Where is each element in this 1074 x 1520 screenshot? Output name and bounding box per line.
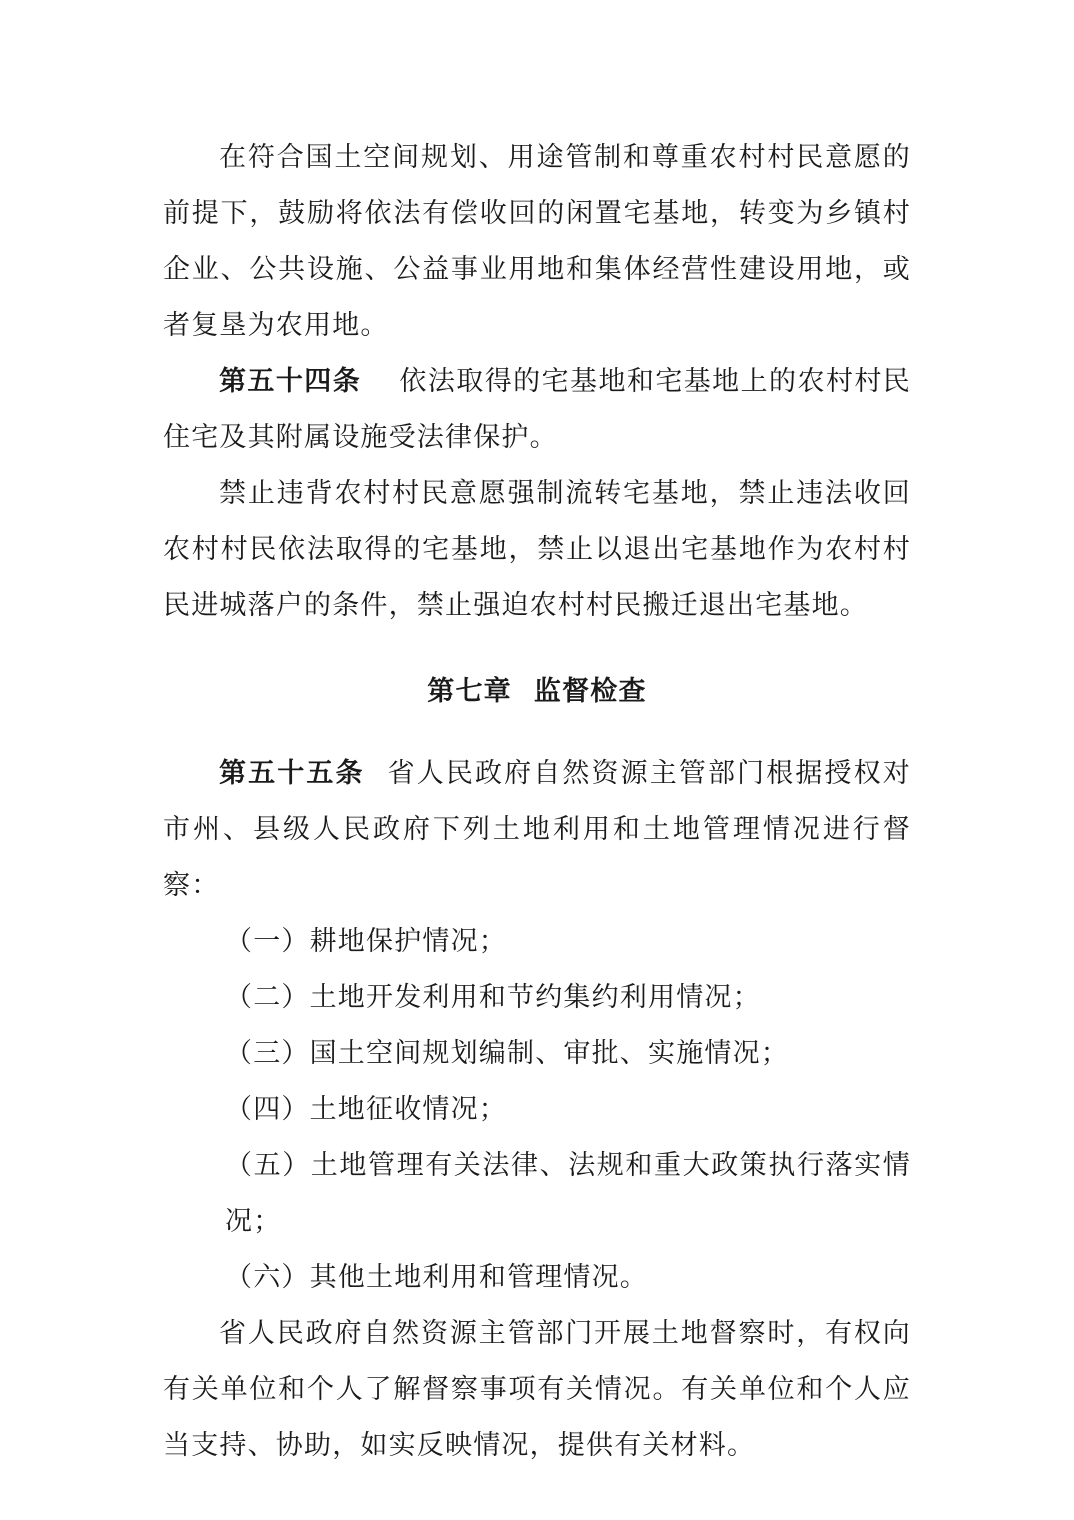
article-55-text: 省人民政府自然资源主管部门根据授权对市州、县级人民政府下列土地利用和土地管理情况进行督察： — [163, 758, 911, 901]
article-54-block — [163, 354, 911, 634]
list-item: （一）耕地保护情况； — [225, 926, 507, 957]
chapter-number: 第七章 — [427, 676, 512, 707]
chapter-heading — [0, 664, 1074, 720]
list-item: （二）土地开发利用和节约集约利用情况； — [225, 982, 761, 1013]
article-54-heading: 第五十四条 — [219, 366, 362, 397]
paragraph-idle-homestead: 在符合国土空间规划、用途管制和尊重农村村民意愿的前提下，鼓励将依法有偿收回的闲置宅基地，转变为乡镇村企业、公共设施、公益事业用地和集体经营性建设用地，或者复垦为农用地。 — [163, 142, 911, 341]
list-item: （六）其他土地利用和管理情况。 — [225, 1262, 648, 1293]
list-item: （五）土地管理有关法律、法规和重大政策执行落实情况； — [225, 1150, 911, 1237]
list-item: （三）国土空间规划编制、审批、实施情况； — [225, 1038, 789, 1069]
article-55-paragraph — [163, 746, 911, 914]
article-55-heading: 第五十五条 — [219, 758, 365, 789]
article-54-paragraph — [163, 354, 911, 466]
list-item: （四）土地征收情况； — [225, 1094, 507, 1125]
article-55-paragraph-2: 省人民政府自然资源主管部门开展土地督察时，有权向有关单位和个人了解督察事项有关情况。有关单位和个人应当支持、协助，如实反映情况，提供有关材料。 — [163, 1318, 911, 1461]
article-54-text: 依法取得的宅基地和宅基地上的农村村民住宅及其附属设施受法律保护。 — [163, 366, 911, 453]
article-55-block — [163, 746, 911, 1474]
paragraph-block-top — [163, 130, 911, 354]
chapter-title: 监督检查 — [533, 676, 647, 707]
article-54-paragraph-2: 禁止违背农村村民意愿强制流转宅基地，禁止违法收回农村村民依法取得的宅基地，禁止以退出宅基地作为农村村民进城落户的条件，禁止强迫农村村民搬迁退出宅基地。 — [163, 478, 911, 621]
